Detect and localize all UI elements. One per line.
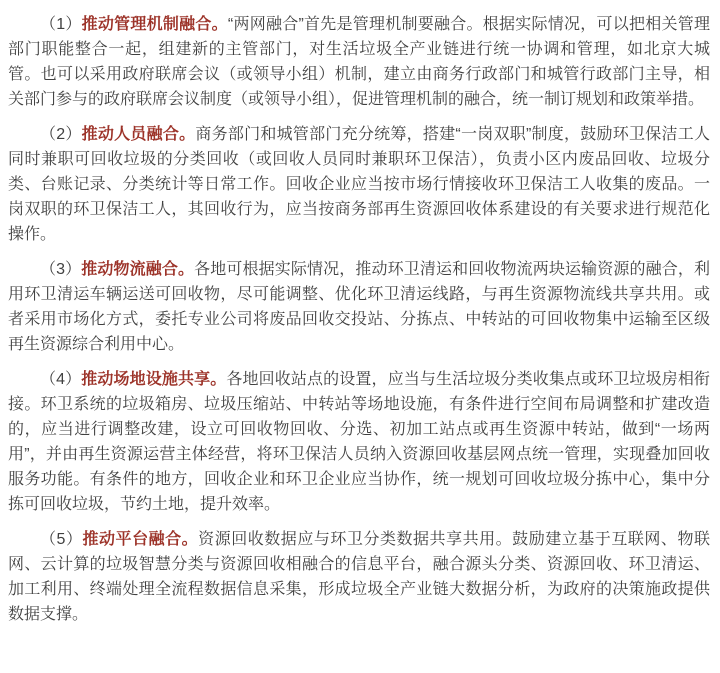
paragraph-4-body: 各地回收站点的设置，应当与生活垃圾分类收集点或环卫垃圾房相衔接。环卫系统的垃圾箱房、垃圾压缩站、中转站等场地设施，有条件进行空间布局调整和扩建改造的，应当进行调整改建，设立可回收物回收、分选、初加工站点或再生资源中转站，做到“一场两用”，并由再生资源运营主体经营，将环卫保洁人员纳入资源回收基层网点统一管理，实现叠加回收服务功能。有条件的地方，回收企业和环卫企业应当协作，统一规划可回收垃圾分拣中心，集中分拣可回收垃圾，节约土地，提升效率。 [8, 371, 710, 513]
paragraph-5-heading: 推动平台融合。 [82, 531, 199, 548]
paragraph-3-number: （3） [40, 261, 82, 278]
paragraph-1-number: （1） [40, 16, 82, 33]
paragraph-3 [8, 257, 710, 357]
paragraph-2-heading: 推动人员融合。 [81, 126, 196, 143]
paragraph-3-body: 各地可根据实际情况，推动环卫清运和回收物流两块运输资源的融合，利用环卫清运车辆运送可回收物，尽可能调整、优化环卫清运线路，与再生资源物流线共享共用。或者采用市场化方式，委托专业公司将废品回收交投站、分拣点、中转站的可回收物集中运输至区级再生资源综合利用中心。 [8, 261, 710, 353]
paragraph-5-body: 资源回收数据应与环卫分类数据共享共用。鼓励建立基于互联网、物联网、云计算的垃圾智慧分类与资源回收相融合的信息平台，融合源头分类、资源回收、环卫清运、加工利用、终端处理全流程数据信息采集，形成垃圾全产业链大数据分析，为政府的决策施政提供数据支撑。 [8, 531, 710, 623]
paragraph-5 [8, 527, 710, 627]
paragraph-2-body: 商务部门和城管部门充分统筹，搭建“一岗双职”制度，鼓励环卫保洁工人同时兼职可回收垃圾的分类回收（或回收人员同时兼职环卫保洁），负责小区内废品回收、垃圾分类、台账记录、分类统计等日常工作。回收企业应当按市场行情接收环卫保洁工人收集的废品。一岗双职的环卫保洁工人，其回收行为，应当按商务部再生资源回收体系建设的有关要求进行规范化操作。 [8, 126, 710, 243]
paragraph-1-body: “两网融合”首先是管理机制要融合。根据实际情况，可以把相关管理部门职能整合一起，组建新的主管部门，对生活垃圾全产业链进行统一协调和管理，如北京大城管。也可以采用政府联席会议（或领导小组）机制，建立由商务行政部门和城管行政部门主导，相关部门参与的政府联席会议制度（或领导小组），促进管理机制的融合，统一制订规划和政策举措。 [8, 16, 710, 108]
paragraph-1 [8, 12, 710, 112]
paragraph-5-number: （5） [40, 531, 83, 548]
paragraph-3-heading: 推动物流融合。 [81, 261, 195, 278]
paragraph-1-heading: 推动管理机制融合。 [81, 16, 228, 33]
paragraph-2 [8, 122, 710, 247]
paragraph-4 [8, 367, 710, 517]
paragraph-4-number: （4） [40, 371, 82, 388]
paragraph-2-number: （2） [40, 126, 82, 143]
paragraph-4-heading: 推动场地设施共享。 [81, 371, 227, 388]
